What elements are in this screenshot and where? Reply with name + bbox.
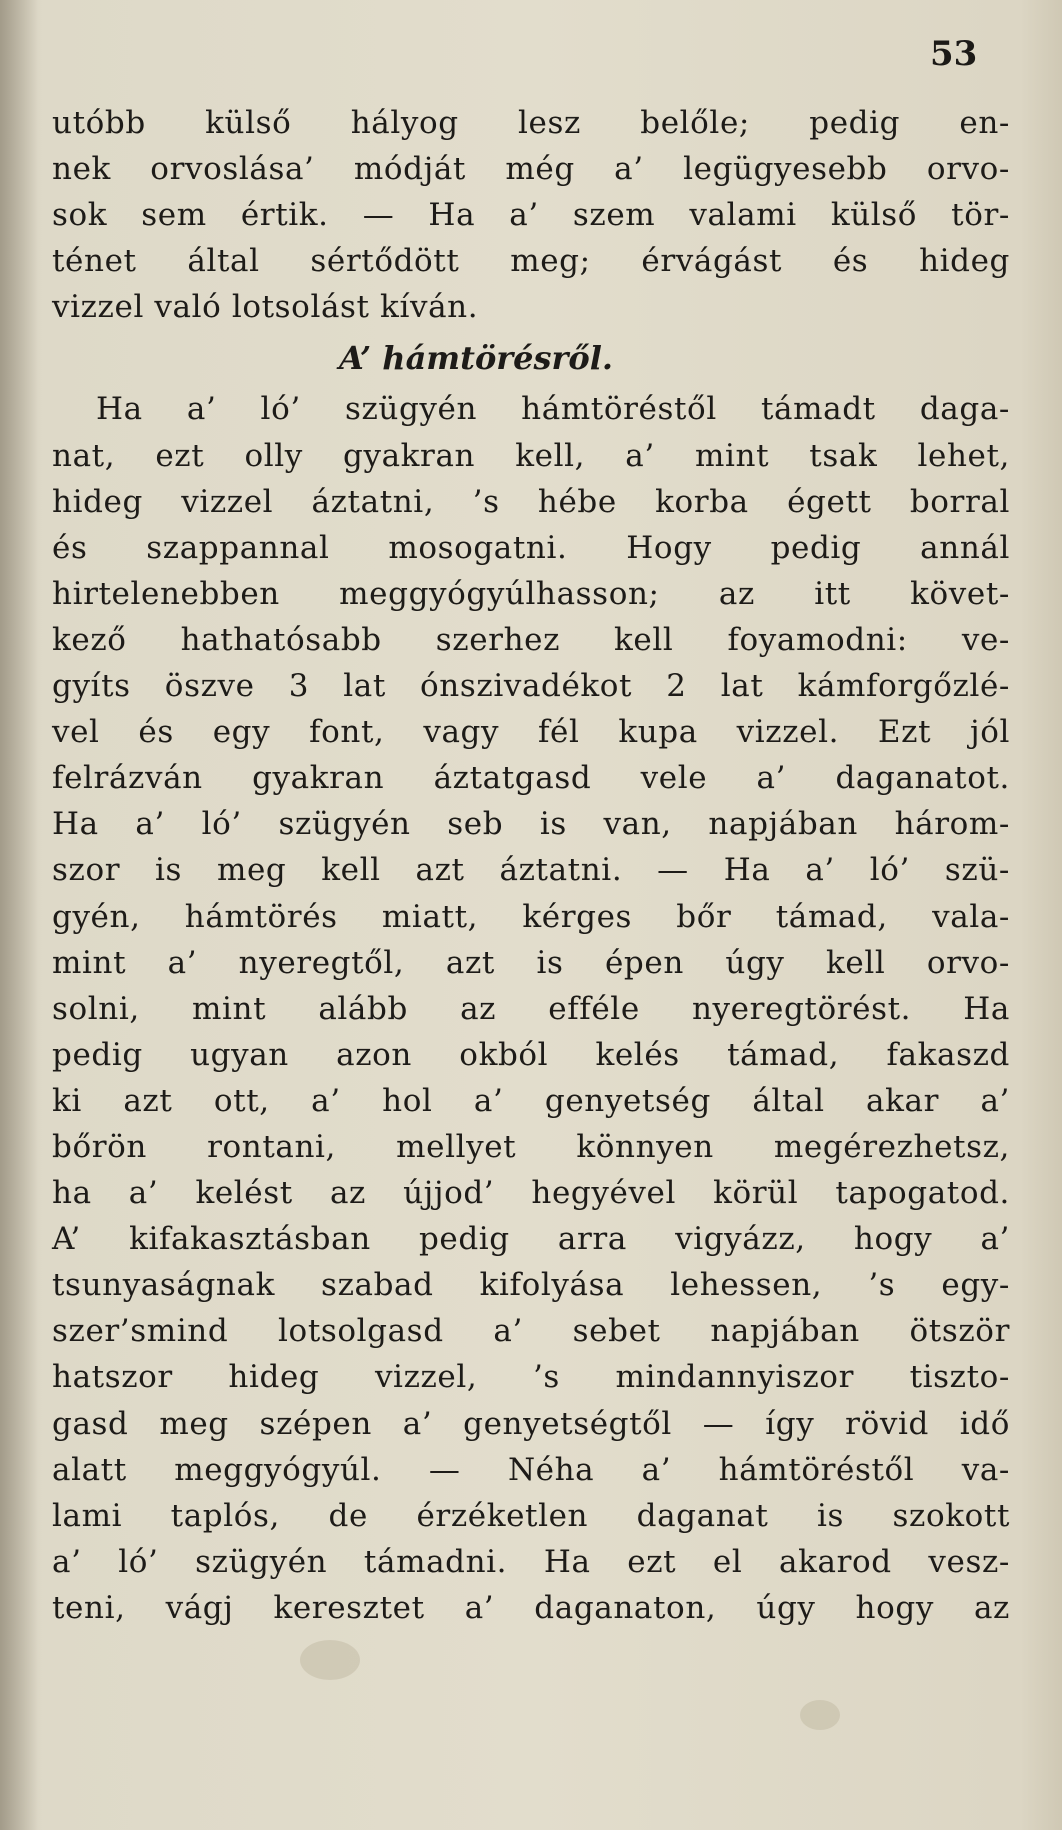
paper-stain [800,1700,840,1730]
text-line: ténet által sértődött meg; érvágást és hideg [52,243,1010,280]
text-line: és szappannal mosogatni. Hogy pedig annál [52,529,1010,566]
page-spine-shadow [0,0,38,1830]
text-line: nat, ezt olly gyakran kell, a’ mint tsak lehet, [52,437,1010,474]
text-line: a’ ló’ szügyén támadni. Ha ezt el akarod vesz- [52,1543,1010,1580]
text-line: lami taplós, de érzéketlen daganat is szokott [52,1497,1010,1534]
text-line: gyén, hámtörés miatt, kérges bőr támad, vala- [52,898,1010,935]
text-line: solni, mint alább az efféle nyeregtörést. Ha [52,990,1010,1027]
paragraph-after-heading [52,386,1010,1631]
text-line: nek orvoslása’ módját még a’ legügyesebb orvo- [52,151,1010,188]
text-line: kező hathatósabb szerhez kell foyamodni: ve- [52,621,1010,658]
text-line: ki azt ott, a’ hol a’ genyetség által akar a’ [52,1082,1010,1119]
text-line: szer’smind lotsolgasd a’ sebet napjában ötször [52,1313,1010,1350]
text-line: hirtelenebben meggyógyúlhasson; az itt követ- [52,575,1010,612]
text-line: vel és egy font, vagy fél kupa vizzel. Ezt jól [52,714,1010,751]
text-line: Ha a’ ló’ szügyén hámtöréstől támadt daga- [96,391,1010,428]
body-text [52,100,1010,1631]
paper-stain [300,1640,360,1680]
text-line: A’ kifakasztásban pedig arra vigyázz, hogy a’ [52,1221,1010,1258]
text-line: teni, vágj keresztet a’ daganaton, úgy hogy az [52,1589,1010,1626]
text-line: mint a’ nyeregtől, azt is épen úgy kell orvo- [52,944,1010,981]
text-line: hatszor hideg vizzel, ’s mindannyiszor tiszto- [52,1359,1010,1396]
text-line: vizzel való lotsolást kíván. [52,289,479,326]
text-line: gasd meg szépen a’ genyetségtől — így rövid idő [52,1405,1010,1442]
text-line: Ha a’ ló’ szügyén seb is van, napjában három- [52,806,1010,843]
text-line: szor is meg kell azt áztatni. — Ha a’ ló’ szü- [52,852,1010,889]
section-heading: A’ hámtörésről. [338,339,614,378]
text-line: hideg vizzel áztatni, ’s hébe korba égett borral [52,483,1010,520]
text-line: tsunyaságnak szabad kifolyása lehessen, ’s egy- [52,1267,1010,1304]
text-line: pedig ugyan azon okból kelés támad, fakaszd [52,1036,1010,1073]
page-number: 53 [930,34,978,74]
paragraph-before-heading [52,100,1010,330]
text-line: bőrön rontani, mellyet könnyen megérezhetsz, [52,1128,1010,1165]
text-line: felrázván gyakran áztatgasd vele a’ daganatot. [52,760,1010,797]
text-line: gyíts öszve 3 lat ónszivadékot 2 lat kámforgőzlé- [52,668,1010,705]
text-line: sok sem értik. — Ha a’ szem valami külső tör- [52,197,1010,234]
text-line: ha a’ kelést az újjod’ hegyével körül tapogatod. [52,1175,1010,1212]
text-line: utóbb külső hályog lesz belőle; pedig en- [52,105,1010,141]
text-line: alatt meggyógyúl. — Néha a’ hámtöréstől va- [52,1451,1010,1488]
